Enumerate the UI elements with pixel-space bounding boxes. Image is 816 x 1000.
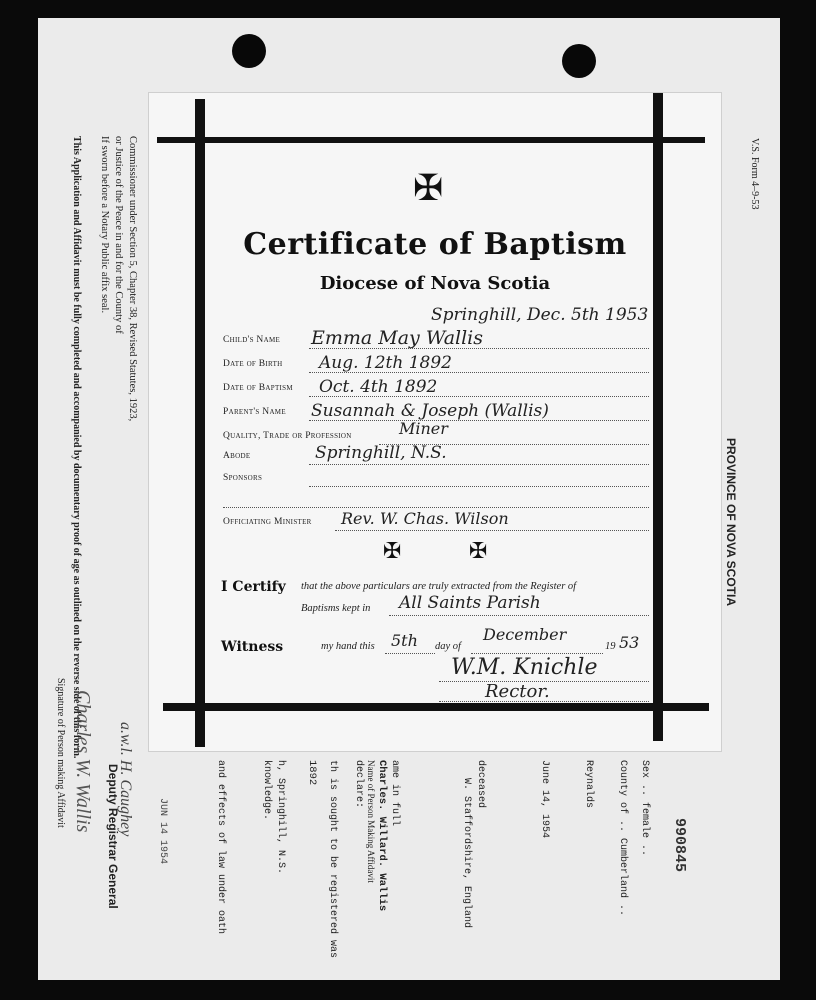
province-heading: PROVINCE OF NOVA SCOTIA [724,438,738,607]
commissioner-text: Commissioner under Section 5, Chapter 38, Revised Statutes, 1923, [127,136,138,422]
date-line: June 14, 1954 [539,760,550,839]
name-caption: Name of Person Making Affidavit [366,760,376,883]
reynolds-text: Reynalds [583,760,594,809]
frame-bar-top [157,137,705,143]
rule [309,464,649,465]
springhill-text: h, Springhill, N.S. [275,760,286,875]
instruction-text: This Application and Affidavit must be fully completed and accompanied by documentary proof of age as outlined on the reverse side of this form. [71,136,82,759]
minister-value: Rev. W. Chas. Wilson [341,509,509,528]
declare-text: declare: [353,760,364,809]
name-in-full-text: ame in full [389,760,400,827]
witness-word: Witness [221,639,284,655]
abode-value: Springhill, N.S. [315,443,447,463]
birth-date-label: Date of Birth [223,359,283,369]
child-name-value: Emma May Wallis [311,327,484,349]
profession-value: Miner [399,419,448,438]
minister-label: Officiating Minister [223,517,312,527]
child-name-label: Child's Name [223,335,281,345]
frame-bar-left [195,99,205,747]
baptism-date-label: Date of Baptism [223,383,293,393]
affiant-signature: Charles W. Wallis [72,690,94,833]
cross-icon: ✠ [413,168,444,209]
my-hand-text: my hand this [321,641,375,652]
sex-field: Sex .. female .. [639,760,650,857]
cross-icon: ✠ [469,539,488,564]
sponsors-label: Sponsors [223,473,263,483]
place-date: Springhill, Dec. 5th 1953 [431,305,649,325]
punch-hole [232,34,266,68]
profession-label: Quality, Trade or Profession [223,431,352,441]
affidavit-form-sheet [38,18,780,980]
diocese-heading: Diocese of Nova Scotia [319,273,551,294]
rector-signature: W.M. Knichle [451,655,598,680]
year-text: 1892 [306,760,318,786]
day-value: 5th [391,631,418,650]
frame-bar-right [653,93,663,741]
rule [471,653,603,654]
parents-name-value: Susannah & Joseph (Wallis) [311,401,549,421]
parents-name-label: Parent's Name [223,407,286,417]
rule [389,615,649,616]
oath-text: and effects of law under oath [215,760,226,935]
notary-text: If sworn before a Notary Public affix seal. [99,136,110,314]
rule [385,653,435,654]
staffordshire-text: W. Staffordshire, England [461,778,472,929]
baptism-certificate [148,92,722,752]
punch-hole [562,44,596,78]
justice-text: or Justice of the Peace in and for the County of [113,136,124,334]
signature-caption: Signature of Person making Affidavit [55,678,66,828]
rule [309,486,649,487]
sought-text: th is sought to be registered was [327,760,338,959]
rule [223,507,649,508]
parish-value: All Saints Parish [399,593,541,613]
rector-title: Rector. [485,681,550,702]
baptisms-text: Baptisms kept in [301,603,371,614]
affiant-name: Charles. Willard. Wallis [376,760,388,912]
day-of-text: day of [435,641,461,652]
stamp-date: JUN 14 1954 [157,798,168,865]
certificate-title: Certificate of Baptism [243,227,627,262]
county-field: County of .. Cumberland .. [617,760,628,917]
frame-bar-bottom [163,703,709,711]
deceased-text: deceased [475,760,486,809]
baptism-date-value: Oct. 4th 1892 [319,377,438,397]
certify-text: that the above particulars are truly extracted from the Register of [301,581,577,592]
serial-number: 990845 [671,818,688,873]
form-number: V.S. Form 4–9-53 [749,138,760,210]
year-value: 53 [619,633,640,652]
month-value: December [483,625,567,644]
year-prefix: 19 [605,641,616,652]
certify-word: I Certify [221,579,286,595]
knowledge-text: knowledge. [261,760,272,821]
birth-date-value: Aug. 12th 1892 [319,353,452,373]
abode-label: Abode [223,451,251,461]
stamp-title: Deputy Registrar General [106,764,120,909]
stamp-signature: a.w.l. H. Caughey [117,722,134,837]
rule [335,530,649,531]
cross-icon: ✠ [383,539,402,564]
